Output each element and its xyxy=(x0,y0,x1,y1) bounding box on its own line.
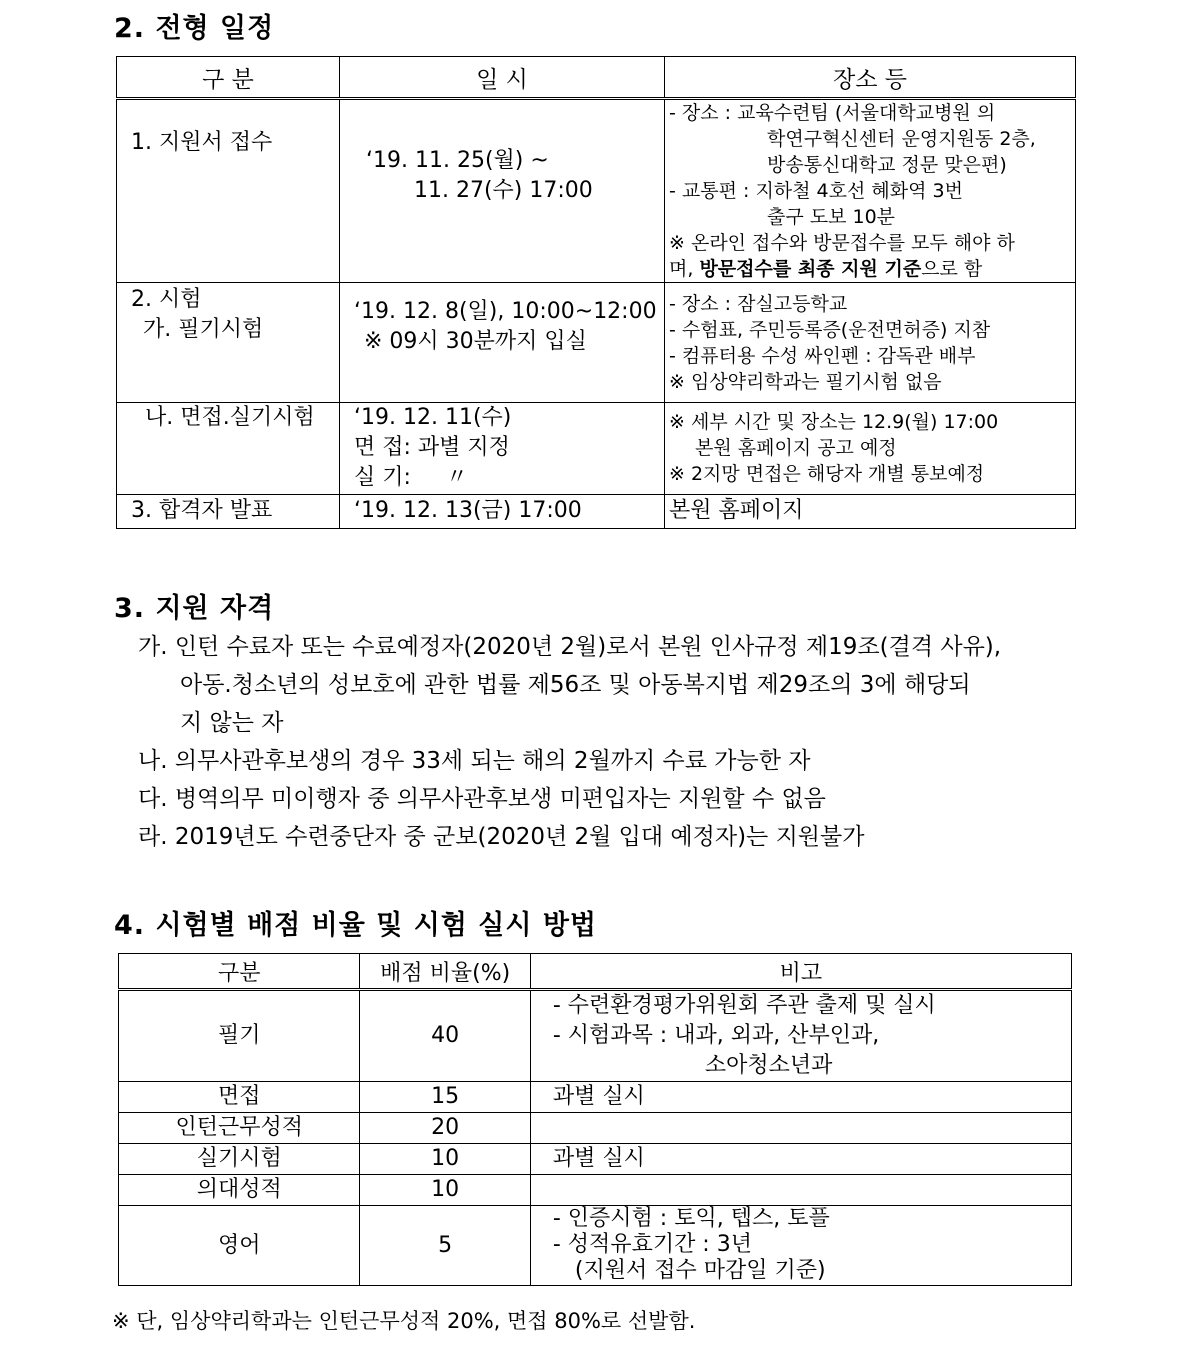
header-category: 구 분 xyxy=(117,57,340,99)
note-line: (지원서 접수 마감일 기준) xyxy=(574,1258,826,1283)
header-place: 장소 등 xyxy=(665,57,1076,99)
section4-title: 4. 시험별 배점 비율 및 시험 실시 방법 xyxy=(114,910,597,941)
schedule-header-row xyxy=(117,57,1076,99)
score-row xyxy=(119,1144,1072,1175)
place-line xyxy=(669,256,1071,282)
note-line: - 성적유효기간 : 3년 xyxy=(552,1232,752,1257)
place-emphasis: 방문접수를 최종 지원 기준 xyxy=(699,258,922,280)
place-line: - 수험표, 주민등록증(운전면허증) 지참 xyxy=(669,319,991,341)
row2-date-main: ‘19. 12. 8(일), 10:00~12:00 xyxy=(354,299,657,324)
score-name: 필기 xyxy=(119,990,360,1082)
score-notes xyxy=(530,1175,1071,1206)
place-line: ※ 2지망 면접은 해당자 개별 통보예정 xyxy=(669,463,985,485)
score-notes: 과별 실시 xyxy=(530,1144,1071,1175)
note-line: - 인증시험 : 토익, 텝스, 토플 xyxy=(552,1206,830,1231)
score-row xyxy=(119,1175,1072,1206)
row2-label-sub: 가. 필기시험 xyxy=(143,317,264,342)
row1-label: 1. 지원서 접수 xyxy=(117,99,340,283)
score-notes xyxy=(530,990,1071,1082)
qual-item: 나. 의무사관후보생의 경우 33세 되는 해의 2월까지 수료 가능한 자 xyxy=(138,748,811,774)
place-line: 본원 홈페이지 공고 예정 xyxy=(695,437,897,459)
row2-date-note: ※ 09시 30분까지 입실 xyxy=(364,329,587,354)
row4-place: 본원 홈페이지 xyxy=(665,495,1076,529)
place-line: 방송통신대학교 정문 맞은편) xyxy=(767,154,1007,176)
score-header-row xyxy=(119,954,1072,990)
qual-item-cont: 지 않는 자 xyxy=(180,710,284,736)
place-line: ※ 임상약리학과는 필기시험 없음 xyxy=(669,371,942,393)
schedule-row-interview xyxy=(117,403,1076,495)
footnote: ※ 단, 임상약리학과는 인턴근무성적 20%, 면접 80%로 선발함. xyxy=(112,1309,696,1333)
score-ratio: 5 xyxy=(360,1206,530,1286)
row3-date xyxy=(340,403,665,495)
score-name: 실기시험 xyxy=(119,1144,360,1175)
header-name: 구분 xyxy=(119,954,360,990)
header-notes: 비고 xyxy=(530,954,1071,990)
header-datetime: 일 시 xyxy=(340,57,665,99)
place-line: - 교통편 : 지하철 4호선 혜화역 3번 xyxy=(669,180,963,202)
row1-place xyxy=(665,99,1076,283)
place-text: 며, xyxy=(669,258,700,280)
row2-place xyxy=(665,283,1076,403)
score-ratio: 10 xyxy=(360,1175,530,1206)
schedule-row-exam xyxy=(117,283,1076,403)
row3-label: 나. 면접.실기시험 xyxy=(117,403,340,495)
score-ratio: 20 xyxy=(360,1113,530,1144)
row3-place xyxy=(665,403,1076,495)
schedule-row-announcement xyxy=(117,495,1076,529)
schedule-table xyxy=(116,56,1076,529)
row3-date-main: ‘19. 12. 11(수) xyxy=(354,405,512,430)
header-ratio: 배점 비율(%) xyxy=(360,954,530,990)
qual-item: 가. 인턴 수료자 또는 수료예정자(2020년 2월)로서 본원 인사규정 제19조(결격 사유), xyxy=(138,634,1002,660)
score-row xyxy=(119,1206,1072,1286)
place-line: ※ 세부 시간 및 장소는 12.9(월) 17:00 xyxy=(669,411,999,433)
row2-label xyxy=(117,283,340,403)
qual-item-cont: 아동.청소년의 성보호에 관한 법률 제56조 및 아동복지법 제29조의 3에 해당되 xyxy=(180,672,971,698)
qual-item: 다. 병역의무 미이행자 중 의무사관후보생 미편입자는 지원할 수 없음 xyxy=(138,786,826,812)
place-line: 학연구혁신센터 운영지원동 2층, xyxy=(767,128,1036,150)
row3-date-practical: 실 기: 〃 xyxy=(354,465,468,490)
schedule-row-application xyxy=(117,99,1076,283)
row3-date-interview: 면 접: 과별 지정 xyxy=(354,435,510,460)
section3-title: 3. 지원 자격 xyxy=(114,593,275,624)
score-name: 면접 xyxy=(119,1082,360,1113)
score-ratio: 15 xyxy=(360,1082,530,1113)
row2-date xyxy=(340,283,665,403)
score-ratio: 10 xyxy=(360,1144,530,1175)
score-notes xyxy=(530,1206,1071,1286)
qual-item: 라. 2019년도 수련중단자 중 군보(2020년 2월 입대 예정자)는 지원불가 xyxy=(138,824,865,850)
place-line: - 장소 : 교육수련팀 (서울대학교병원 의 xyxy=(669,102,996,124)
score-name: 의대성적 xyxy=(119,1175,360,1206)
row1-date-end: 11. 27(수) 17:00 xyxy=(414,178,593,203)
place-text: 으로 함 xyxy=(921,258,983,280)
section2-title: 2. 전형 일정 xyxy=(114,13,275,44)
place-line: - 컴퓨터용 수성 싸인펜 : 감독관 배부 xyxy=(669,345,976,367)
score-name: 인턴근무성적 xyxy=(119,1113,360,1144)
score-row xyxy=(119,990,1072,1082)
qualification-list xyxy=(138,628,1078,856)
place-line: - 장소 : 잠실고등학교 xyxy=(669,293,848,315)
score-table xyxy=(118,953,1072,1286)
place-line: 출구 도보 10분 xyxy=(767,206,896,228)
note-line: - 수련환경평가위원회 주관 출제 및 실시 xyxy=(552,993,936,1018)
score-ratio: 40 xyxy=(360,990,530,1082)
note-line: 소아청소년과 xyxy=(704,1053,833,1078)
row4-label: 3. 합격자 발표 xyxy=(117,495,340,529)
row1-date-start: ‘19. 11. 25(월) ~ xyxy=(366,148,549,173)
place-line: ※ 온라인 접수와 방문접수를 모두 해야 하 xyxy=(669,232,1015,254)
row1-date xyxy=(340,99,665,283)
score-notes: 과별 실시 xyxy=(530,1082,1071,1113)
score-row xyxy=(119,1082,1072,1113)
score-name: 영어 xyxy=(119,1206,360,1286)
note-line: - 시험과목 : 내과, 외과, 산부인과, xyxy=(552,1023,880,1048)
score-row xyxy=(119,1113,1072,1144)
row2-label-main: 2. 시험 xyxy=(131,287,202,312)
row4-date: ‘19. 12. 13(금) 17:00 xyxy=(340,495,665,529)
score-notes xyxy=(530,1113,1071,1144)
